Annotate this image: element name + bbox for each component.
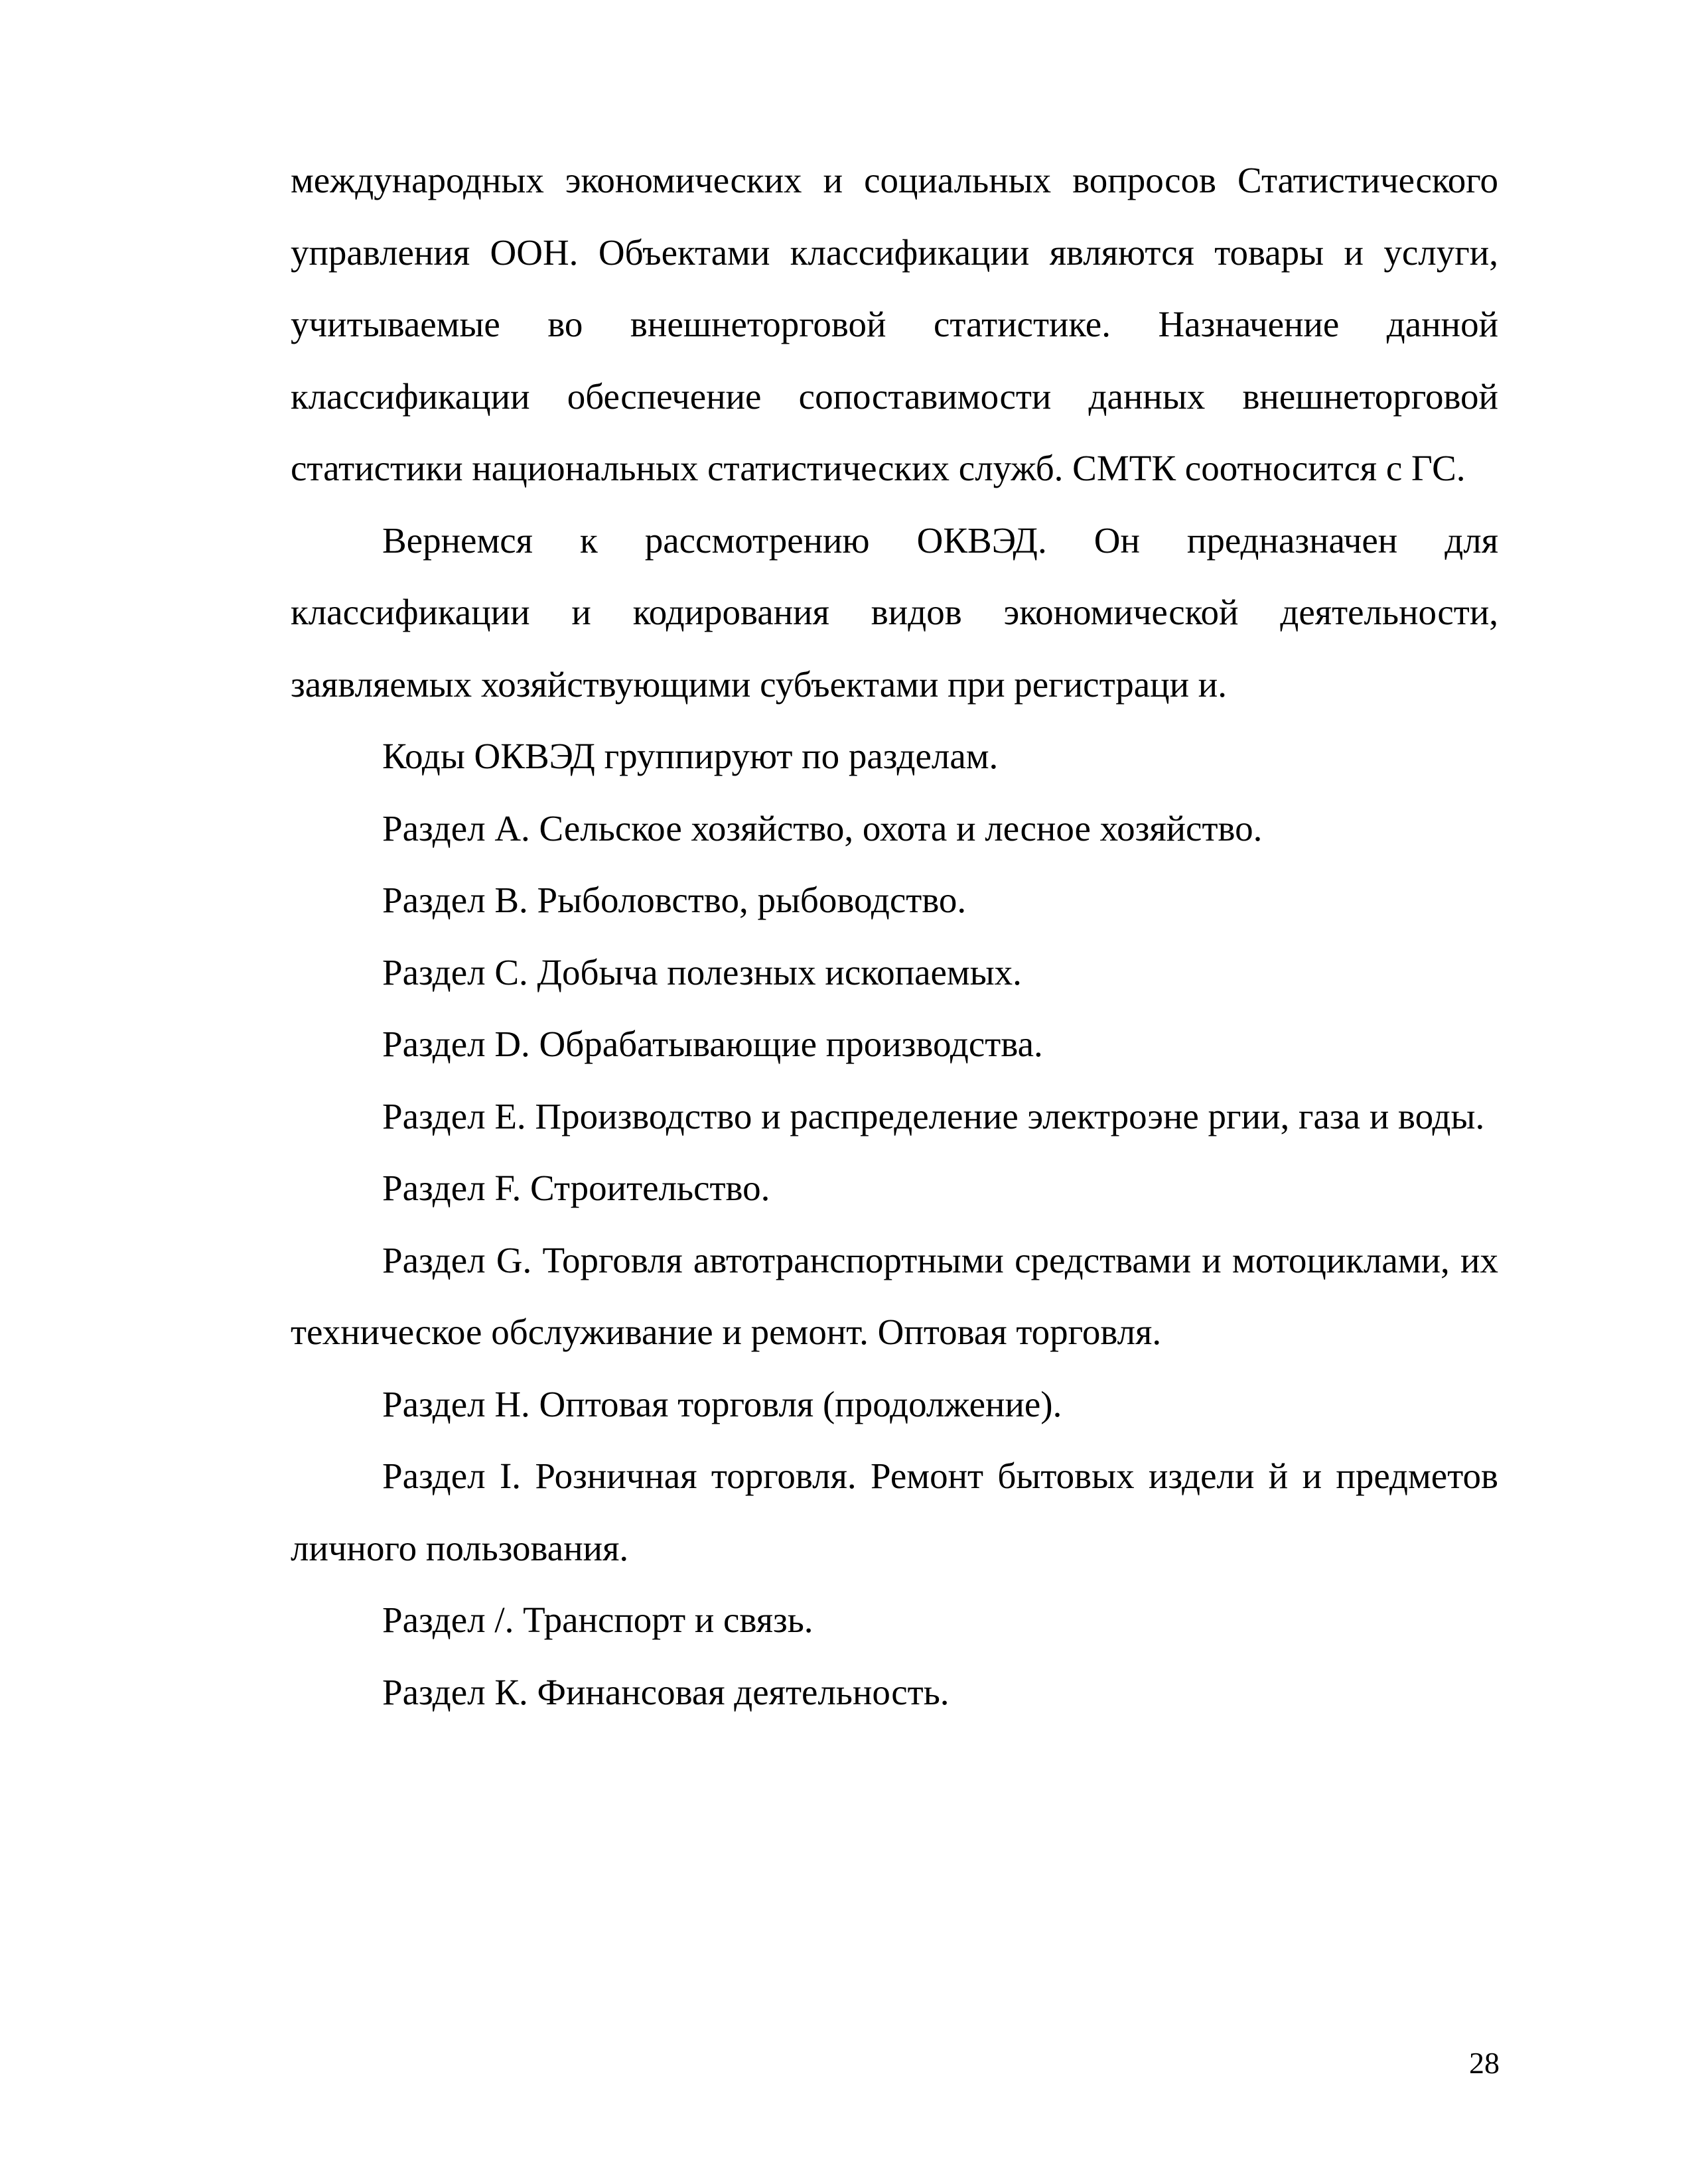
section-f: Раздел F. Строительство. — [382, 1168, 770, 1208]
section-j: Раздел /. Транспорт и связь. — [382, 1600, 813, 1640]
section-g: Раздел G. Торговля автотранспортными средствами и мотоциклами, их техническое обслуживание и ремонт. Оптовая торговля. — [291, 1239, 1498, 1352]
body-text — [291, 145, 1498, 1728]
section-b: Раздел В. Рыболовство, рыбоводство. — [382, 880, 967, 920]
section-h: Раздел Н. Оптовая торговля (продолжение). — [382, 1383, 1062, 1424]
paragraph-okved-intro: Вернемся к рассмотрению ОКВЭД. Он предназначен для классификации и кодирования видов экономической деятельности, заявляемых хозяйствующими субъектами при регистраци и. — [291, 519, 1498, 705]
section-k: Раздел К. Финансовая деятельность. — [382, 1671, 950, 1712]
section-d: Раздел D. Обрабатывающие производства. — [382, 1024, 1043, 1064]
section-a: Раздел А. Сельское хозяйство, охота и лесное хозяйство. — [382, 807, 1263, 849]
section-c: Раздел С. Добыча полезных ископаемых. — [382, 951, 1022, 992]
section-e: Раздел Е. Производство и распределение электроэне ргии, газа и воды. — [382, 1095, 1485, 1136]
page-number: 28 — [1469, 2046, 1500, 2080]
paragraph-grouping: Коды ОКВЭД группируют по разделам. — [382, 736, 999, 776]
paragraph-continuation: международных экономических и социальных вопросов Статистического управления ООН. Объектами классификации являются товары и услуги, учитываемые во внешнеторговой статистике. Назначение данной классификации обеспечение сопоставимости данных внешнеторговой статистики национальных статистических служб. СМТК соотносится с ГС. — [291, 160, 1498, 488]
section-i: Раздел I. Розничная торговля. Ремонт бытовых издели й и предметов личного пользования. — [291, 1456, 1498, 1568]
